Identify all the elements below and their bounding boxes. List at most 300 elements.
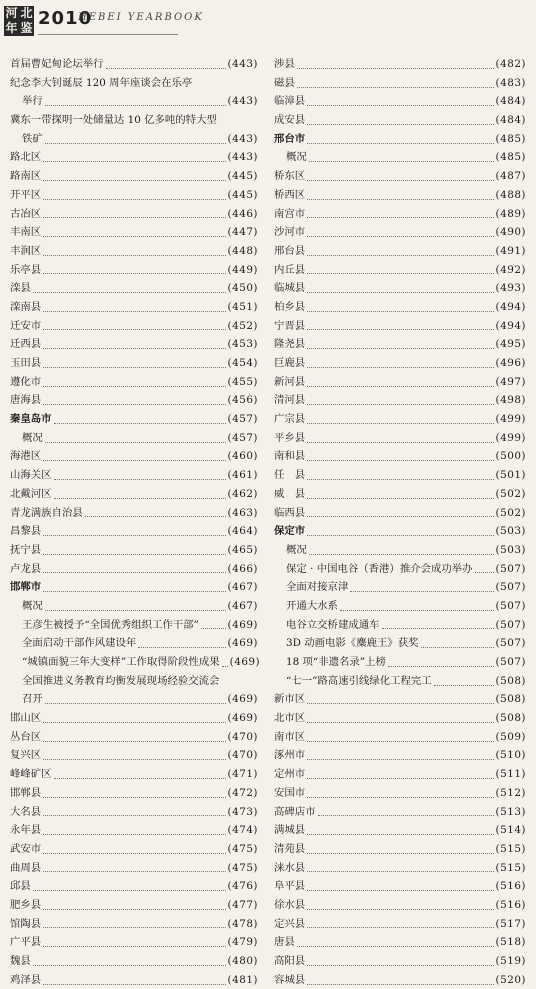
dot-leader [307, 953, 493, 966]
toc-entry-title: 唐海县 [10, 394, 42, 407]
toc-entry-title: 柏乡县 [274, 300, 306, 313]
toc-entry-title: 古冶区 [10, 207, 42, 220]
dot-leader [201, 616, 226, 629]
toc-page-number: (474) [227, 824, 258, 837]
dot-leader [43, 448, 225, 461]
toc-entry [274, 746, 526, 765]
toc-page-number: (508) [495, 712, 526, 725]
toc-entry-title: 涿州市 [274, 749, 306, 762]
toc-entry [10, 597, 258, 616]
toc-entry-title: 玉田县 [10, 357, 42, 369]
toc-entry [274, 560, 526, 579]
toc-entry [274, 92, 526, 111]
logo-char: 北 [20, 6, 33, 20]
dot-leader [307, 504, 493, 517]
dot-leader [43, 224, 225, 237]
toc-entry-title: 召开 [22, 693, 43, 706]
toc-entry-title: 临城县 [274, 282, 306, 295]
dot-leader [85, 504, 226, 517]
toc-entry [274, 410, 526, 429]
toc-entry-title: 北市区 [274, 712, 306, 725]
toc-page-number: (503) [495, 543, 526, 556]
toc-entry-title: 广宗县 [274, 413, 306, 426]
toc-page-number: (445) [227, 188, 258, 201]
toc-page-number: (495) [495, 338, 526, 351]
toc-page-number: (494) [495, 300, 526, 313]
toc-page-number: (481) [227, 973, 258, 986]
toc-page-number: (502) [495, 506, 526, 519]
toc-entry-title: 铁矿 [22, 132, 43, 145]
toc-entry-title: 昌黎县 [10, 525, 42, 538]
toc-page-number: (503) [495, 525, 526, 538]
toc-entry-title: 南和县 [274, 450, 306, 463]
toc-entry-title: 满城县 [274, 824, 306, 837]
toc-entry-title: 肥乡县 [10, 898, 42, 911]
toc-entry-title: “七一”路高速引线绿化工程完工 [286, 674, 432, 687]
dot-leader [43, 523, 225, 536]
toc-page-number: (508) [495, 693, 526, 706]
toc-page-number: (515) [495, 861, 526, 874]
dot-leader [43, 243, 225, 256]
dot-leader [45, 131, 226, 144]
toc-entry-title: 丰南区 [10, 226, 42, 239]
toc-entry-title: 桥西区 [274, 188, 306, 201]
toc-page-number: (490) [495, 226, 526, 239]
toc-page-number: (450) [227, 282, 258, 295]
toc-entry-title: 遵化市 [10, 375, 42, 388]
toc-column-right [274, 55, 526, 986]
dot-leader [309, 542, 494, 555]
toc-page-number: (443) [227, 58, 258, 70]
toc-entry [10, 242, 258, 261]
logo-char: 河 [5, 6, 18, 20]
toc-entry-title: 山海关区 [10, 469, 52, 482]
toc-entry-title: 沙河市 [274, 226, 306, 239]
toc-entry [10, 952, 258, 971]
toc-entry [274, 765, 526, 784]
toc-entry [10, 298, 258, 317]
toc-entry-title: 新河县 [274, 375, 306, 388]
toc-entry-title: 纪念李大钊诞辰 120 周年座谈会在乐亭 [10, 76, 193, 89]
toc-entry [10, 167, 258, 186]
toc-entry-title: 保定市 [274, 525, 306, 538]
toc-entry [10, 205, 258, 224]
dot-leader [43, 915, 225, 928]
dot-leader [43, 317, 225, 330]
dot-leader [43, 299, 225, 312]
toc-page-number: (448) [227, 244, 258, 257]
dot-leader [307, 841, 493, 854]
toc-page-number: (485) [495, 132, 526, 145]
header-rule [38, 34, 178, 35]
dot-leader [222, 654, 228, 667]
toc-page-number: (445) [227, 170, 258, 183]
toc-entry [10, 186, 258, 205]
toc-entry [10, 223, 258, 242]
toc-entry-title: 涞水县 [274, 861, 306, 874]
toc-entry-title: 内丘县 [274, 263, 306, 276]
header-yearbook-title: HEBEI YEARBOOK [78, 12, 204, 23]
toc-entry [10, 616, 258, 635]
toc-page-number: (510) [495, 749, 526, 762]
dot-leader [307, 392, 493, 405]
toc-entry [10, 354, 258, 373]
dot-leader [43, 392, 225, 405]
toc-entry-title: 永年县 [10, 824, 42, 837]
toc-entry-title: 清苑县 [274, 842, 306, 855]
dot-leader [43, 972, 225, 985]
toc-entry [274, 111, 526, 130]
toc-entry [10, 261, 258, 280]
dot-leader [43, 859, 225, 872]
toc-entry [274, 55, 526, 74]
toc-entry [274, 354, 526, 373]
toc-entry [274, 223, 526, 242]
toc-entry [274, 821, 526, 840]
toc-entry [274, 504, 526, 523]
dot-leader [106, 56, 226, 69]
dot-leader [307, 897, 493, 910]
dot-leader [43, 261, 225, 274]
toc-page-number: (469) [227, 637, 258, 650]
toc-entry [274, 933, 526, 952]
toc-entry-title: 丰润区 [10, 244, 42, 257]
toc-entry [274, 784, 526, 803]
toc-entry-title: 涉县 [274, 58, 295, 70]
toc-entry-title: 隆尧县 [274, 338, 306, 351]
toc-page-number: (502) [495, 487, 526, 500]
toc-entry [10, 821, 258, 840]
toc-page-number: (499) [495, 413, 526, 426]
dot-leader [318, 803, 494, 816]
toc-entry-title: 海港区 [10, 450, 42, 463]
toc-entry [10, 690, 258, 709]
toc-entry-title: 乐亭县 [10, 263, 42, 276]
toc-entry-title: 高碑店市 [274, 805, 316, 818]
dot-leader [388, 654, 494, 667]
toc-entry-title: 桥东区 [274, 170, 306, 183]
toc-entry-title: 复兴区 [10, 749, 42, 762]
toc-entry [274, 205, 526, 224]
toc-entry [10, 317, 258, 336]
toc-entry-title: 概况 [22, 431, 43, 444]
dot-leader [307, 859, 493, 872]
toc-entry [274, 840, 526, 859]
toc-entry [274, 74, 526, 93]
toc-entry [274, 709, 526, 728]
toc-page-number: (456) [227, 394, 258, 407]
toc-entry [274, 690, 526, 709]
toc-page-number: (488) [495, 188, 526, 201]
toc-page-number: (457) [227, 431, 258, 444]
toc-page-number: (470) [227, 749, 258, 762]
toc-entry [10, 335, 258, 354]
toc-page-number: (500) [495, 450, 526, 463]
toc-entry-title: 保定 · 中国电谷（香港）推介会成功举办 [286, 562, 473, 575]
dot-leader [434, 673, 494, 686]
dot-leader [307, 915, 493, 928]
toc-page-number: (469) [227, 712, 258, 725]
toc-page-number: (467) [227, 581, 258, 594]
dot-leader [307, 448, 493, 461]
toc-page-number: (507) [495, 581, 526, 594]
toc-entry-title: 宁晋县 [274, 319, 306, 332]
toc-page-number: (451) [227, 300, 258, 313]
toc-entry-title: 开平区 [10, 188, 42, 201]
toc-page-number: (501) [495, 469, 526, 482]
toc-page-number: (469) [227, 693, 258, 706]
dot-leader [43, 897, 225, 910]
toc-entry [274, 634, 526, 653]
dot-leader [475, 560, 494, 573]
toc-entry-title: 3D 动画电影《麋鹿王》获奖 [286, 637, 419, 650]
dot-leader [43, 168, 225, 181]
dot-leader [43, 729, 225, 742]
toc-entry [10, 111, 258, 130]
toc-page-number: (453) [227, 338, 258, 351]
dot-leader [307, 766, 493, 779]
toc-page-number: (508) [495, 674, 526, 687]
toc-entry [274, 728, 526, 747]
toc-entry-title: 南宫市 [274, 207, 306, 220]
dot-leader [307, 411, 493, 424]
toc-entry [10, 634, 258, 653]
dot-leader [43, 841, 225, 854]
toc-page-number: (509) [495, 730, 526, 743]
toc-entry [10, 896, 258, 915]
toc-entry-title: 临西县 [274, 506, 306, 519]
toc-entry-title: 冀东一带探明一处储量达 10 亿多吨的特大型 [10, 114, 217, 127]
toc-entry [10, 373, 258, 392]
toc-page-number: (487) [495, 170, 526, 183]
toc-entry-title: 邯郸市 [10, 581, 42, 594]
toc-entry-title: 曲周县 [10, 861, 42, 874]
toc-page-number: (507) [495, 656, 526, 668]
dot-leader [43, 355, 225, 368]
toc-entry-title: 丛台区 [10, 730, 42, 743]
toc-entry-title: 成安县 [274, 114, 306, 127]
toc-page-number: (513) [495, 805, 526, 818]
dot-leader [43, 336, 225, 349]
toc-page-number: (498) [495, 394, 526, 407]
toc-entry [10, 130, 258, 149]
dot-leader [54, 467, 226, 480]
dot-leader [45, 598, 226, 611]
toc-page-number: (517) [495, 917, 526, 930]
toc-entry-title: 路南区 [10, 170, 42, 183]
toc-page-number: (469) [227, 618, 258, 631]
toc-section-heading [10, 578, 258, 597]
toc-entry [274, 541, 526, 560]
toc-entry-title: 大名县 [10, 805, 42, 818]
dot-leader [382, 616, 494, 629]
toc-page-number: (475) [227, 842, 258, 855]
dot-leader [307, 374, 493, 387]
toc-entry [274, 167, 526, 186]
toc-page-number: (466) [227, 562, 258, 575]
toc-entry [10, 429, 258, 448]
toc-entry [10, 877, 258, 896]
toc-entry [274, 896, 526, 915]
dot-leader [307, 205, 493, 218]
toc-page-number: (520) [495, 973, 526, 986]
toc-entry-title: 馆陶县 [10, 917, 42, 930]
toc-entry [274, 261, 526, 280]
dot-leader [307, 243, 493, 256]
toc-entry [274, 877, 526, 896]
toc-entry-title: 定兴县 [274, 917, 306, 930]
toc-entry-title: 电谷立交桥建成通车 [286, 618, 380, 631]
toc-entry-title: 平乡县 [274, 431, 306, 444]
toc-entry [10, 560, 258, 579]
toc-entry [10, 74, 258, 93]
toc-page-number: (518) [495, 936, 526, 949]
dot-leader [307, 355, 493, 368]
toc-entry-title: 高阳县 [274, 955, 306, 967]
dot-leader [350, 579, 493, 592]
dot-leader [307, 299, 493, 312]
toc-entry-title: 全国推进义务教育均衡发展现场经验交流会 [22, 674, 220, 687]
toc-entry-title: 路北区 [10, 151, 42, 164]
toc-entry [274, 148, 526, 167]
dot-leader [307, 972, 493, 985]
toc-page-number: (443) [227, 151, 258, 164]
toc-entry [274, 803, 526, 822]
toc-entry [274, 298, 526, 317]
toc-entry [10, 859, 258, 878]
toc-page-number: (465) [227, 543, 258, 556]
toc-entry [274, 317, 526, 336]
toc-page-number: (493) [495, 282, 526, 295]
toc-entry-title: 巨鹿县 [274, 357, 306, 369]
toc-entry-title: 18 项“非遗名录”上榜 [286, 656, 386, 668]
toc-page-number: (447) [227, 226, 258, 239]
toc-page-number: (454) [227, 357, 258, 369]
dot-leader [307, 785, 493, 798]
toc-entry [274, 971, 526, 989]
toc-entry [10, 915, 258, 934]
toc-page-number: (476) [227, 880, 258, 893]
toc-entry [10, 653, 261, 672]
logo-char: 鉴 [20, 21, 33, 35]
toc-entry-title: 抚宁县 [10, 543, 42, 556]
logo-char: 年 [5, 21, 18, 35]
dot-leader [307, 131, 493, 144]
toc-entry-title: 滦县 [10, 282, 31, 295]
dot-leader [297, 75, 494, 88]
dot-leader [45, 93, 226, 106]
toc-entry-title: 邯山区 [10, 712, 42, 725]
toc-entry-title: 卢龙县 [10, 562, 42, 575]
toc-page-number: (463) [227, 506, 258, 519]
toc-entry [10, 541, 258, 560]
toc-entry [274, 653, 526, 672]
toc-entry [10, 709, 258, 728]
toc-entry [274, 597, 526, 616]
toc-section-heading [274, 130, 526, 149]
toc-entry [10, 504, 258, 523]
dot-leader [33, 280, 226, 293]
toc-entry-title: 邯郸县 [10, 786, 42, 799]
toc-page-number: (479) [227, 936, 258, 949]
dot-leader [307, 187, 493, 200]
toc-entry-title: 王彦生被授予“全国优秀组织工作干部” [22, 618, 199, 631]
toc-page-number: (516) [495, 898, 526, 911]
toc-page-number: (496) [495, 357, 526, 369]
dot-leader [307, 317, 493, 330]
toc-entry-title: 滦南县 [10, 300, 42, 313]
dot-leader [309, 149, 494, 162]
dot-leader [54, 486, 226, 499]
toc-entry [274, 616, 526, 635]
toc-entry-title: 徐水县 [274, 898, 306, 911]
toc-page-number: (471) [227, 768, 258, 781]
toc-entry-title: 北戴河区 [10, 487, 52, 500]
toc-page-number: (485) [495, 151, 526, 164]
toc-page-number: (514) [495, 824, 526, 837]
toc-entry-title: 磁县 [274, 76, 295, 89]
dot-leader [43, 747, 225, 760]
toc-entry [10, 447, 258, 466]
toc-page-number: (475) [227, 861, 258, 874]
dot-leader [297, 934, 494, 947]
toc-entry-title: 魏县 [10, 955, 31, 967]
toc-page-number: (484) [495, 114, 526, 127]
toc-page-number: (492) [495, 263, 526, 276]
toc-entry [10, 279, 258, 298]
toc-entry [10, 148, 258, 167]
toc-entry [274, 335, 526, 354]
toc-page-number: (449) [227, 263, 258, 276]
toc-page-number: (473) [227, 805, 258, 818]
dot-leader [43, 579, 225, 592]
dot-leader [307, 710, 493, 723]
dot-leader [43, 785, 225, 798]
toc-entry-title: 迁西县 [10, 338, 42, 351]
toc-entry-title: 概况 [22, 599, 43, 612]
toc-entry [10, 672, 258, 691]
dot-leader [307, 486, 493, 499]
dot-leader [138, 635, 225, 648]
dot-leader [307, 467, 493, 480]
header-year: 2010 [38, 8, 93, 29]
dot-leader [54, 766, 226, 779]
toc-entry-title: 邢台市 [274, 132, 306, 145]
dot-leader [45, 430, 226, 443]
dot-leader [307, 261, 493, 274]
toc-entry [274, 391, 526, 410]
toc-entry-title: 概况 [286, 543, 307, 556]
dot-leader [33, 878, 226, 891]
toc-page-number: (512) [495, 786, 526, 799]
toc-page-number: (457) [227, 413, 258, 426]
dot-leader [307, 280, 493, 293]
dot-leader [307, 112, 493, 125]
toc-entry [274, 447, 526, 466]
dot-leader [43, 187, 225, 200]
toc-page-number: (519) [495, 955, 526, 967]
toc-entry [274, 485, 526, 504]
dot-leader [43, 542, 225, 555]
toc-entry-title: 概况 [286, 151, 307, 164]
toc-page-number: (507) [495, 599, 526, 612]
toc-entry [274, 279, 526, 298]
toc-entry [274, 186, 526, 205]
toc-entry-title: 威 县 [274, 487, 306, 500]
toc-entry [10, 840, 258, 859]
dot-leader [307, 523, 493, 536]
toc-entry-title: 安国市 [274, 786, 306, 799]
